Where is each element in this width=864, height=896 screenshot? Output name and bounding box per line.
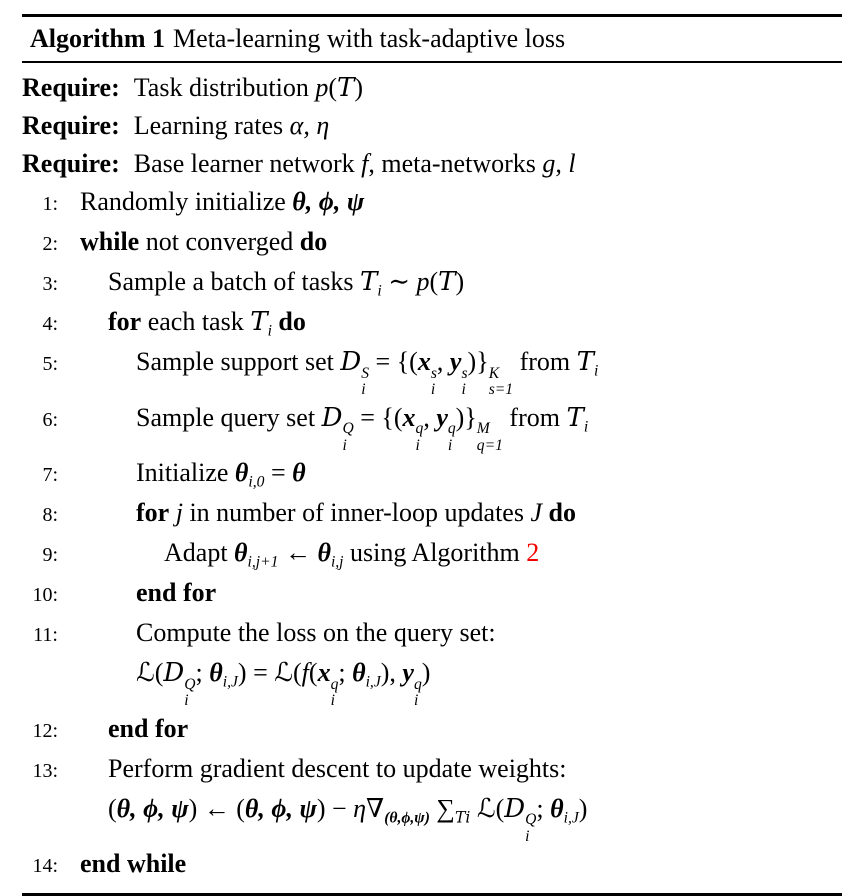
text-segment: = {( bbox=[353, 402, 403, 432]
text-segment: Sample query set bbox=[136, 402, 322, 432]
line-number: 10: bbox=[32, 584, 58, 607]
text-segment: θ bbox=[317, 538, 331, 568]
text-segment: θ, ϕ, ψ bbox=[244, 793, 317, 823]
algorithm-line bbox=[22, 710, 842, 750]
text-segment: θ bbox=[234, 458, 249, 488]
text-segment: Initialize bbox=[136, 458, 235, 488]
algorithm-line bbox=[22, 614, 842, 654]
text-segment: f bbox=[301, 658, 309, 688]
text-segment: J bbox=[530, 498, 542, 528]
line-number: 3: bbox=[42, 273, 58, 295]
text-segment: ; bbox=[338, 658, 353, 688]
text-segment: , meta-networks bbox=[368, 149, 543, 178]
require-line bbox=[22, 145, 842, 183]
text-segment: q i bbox=[447, 420, 456, 454]
text-segment: Require: bbox=[22, 73, 120, 102]
line-content bbox=[80, 845, 186, 883]
line-content bbox=[80, 614, 496, 652]
algorithm-caption bbox=[22, 17, 842, 61]
text-segment: from bbox=[513, 347, 577, 376]
text-segment: ( bbox=[328, 73, 338, 102]
text-segment: ( bbox=[495, 793, 505, 823]
text-segment: ∇ bbox=[366, 793, 385, 823]
text-segment: θ, ϕ, ψ bbox=[116, 793, 189, 823]
text-segment: i,J bbox=[365, 673, 381, 691]
text-segment: f bbox=[361, 149, 369, 178]
text-segment: ) bbox=[421, 658, 431, 688]
text-segment: Q i bbox=[525, 811, 537, 845]
text-segment: ) ← ( bbox=[188, 793, 245, 823]
text-segment: i,j+1 bbox=[247, 553, 279, 571]
text-segment: from bbox=[502, 402, 567, 432]
text-segment: y bbox=[402, 658, 414, 688]
line-content bbox=[80, 494, 576, 532]
algorithm-line bbox=[22, 303, 842, 343]
text-segment: Compute the loss on the query set: bbox=[136, 618, 496, 648]
line-number: 1: bbox=[42, 193, 58, 215]
text-segment: in number of inner-loop updates bbox=[182, 498, 531, 528]
line-content bbox=[22, 107, 329, 145]
line-content bbox=[80, 303, 306, 341]
text-segment: Require: bbox=[22, 111, 120, 140]
line-content bbox=[80, 263, 464, 301]
text-segment: ), bbox=[380, 658, 403, 688]
text-segment: = bbox=[264, 458, 293, 488]
text-segment: Q i bbox=[342, 420, 354, 454]
text-segment: x bbox=[417, 347, 431, 376]
text-segment: ) − bbox=[316, 793, 354, 823]
text-segment: do bbox=[548, 498, 576, 528]
algorithm-line bbox=[22, 534, 842, 574]
line-content bbox=[80, 454, 306, 492]
algorithm-caption-title: Meta-learning with task-adaptive loss bbox=[173, 24, 566, 53]
text-segment: T bbox=[337, 73, 355, 103]
text-segment: ; bbox=[195, 658, 210, 688]
text-segment: ( bbox=[429, 267, 439, 296]
text-segment: K s=1 bbox=[488, 364, 514, 399]
text-segment: for bbox=[108, 307, 142, 336]
text-segment: D bbox=[163, 658, 185, 689]
text-segment: y bbox=[436, 402, 448, 432]
text-segment: ℒ bbox=[274, 658, 293, 688]
line-number: 14: bbox=[32, 855, 58, 878]
line-content bbox=[80, 223, 327, 261]
text-segment: Adapt bbox=[164, 538, 235, 568]
text-segment: for bbox=[136, 498, 170, 528]
text-segment: M q=1 bbox=[476, 420, 503, 454]
text-segment: D bbox=[340, 347, 362, 377]
text-segment: s i bbox=[461, 364, 468, 399]
line-content bbox=[80, 710, 188, 748]
text-segment: g, l bbox=[542, 149, 576, 178]
line-number: 4: bbox=[42, 313, 58, 335]
text-segment: x bbox=[402, 402, 416, 432]
text-segment: ; bbox=[536, 793, 551, 823]
text-segment: θ bbox=[292, 458, 306, 488]
text-segment: θ bbox=[234, 538, 248, 568]
algorithm-line bbox=[22, 183, 842, 223]
text-segment: end for bbox=[136, 578, 217, 608]
text-segment: x bbox=[317, 658, 331, 688]
line-number: 7: bbox=[42, 464, 58, 487]
line-number: 11: bbox=[33, 624, 58, 647]
text-segment: Base learner network bbox=[133, 149, 362, 178]
text-segment: , bbox=[436, 347, 450, 376]
text-segment: ) = bbox=[237, 658, 275, 688]
text-segment: Task distribution bbox=[133, 73, 316, 102]
require-line bbox=[22, 69, 842, 107]
text-segment: ← bbox=[278, 538, 318, 568]
text-segment: while bbox=[80, 227, 140, 256]
line-content bbox=[80, 750, 566, 788]
text-segment: T bbox=[566, 402, 584, 433]
text-segment: end for bbox=[108, 713, 189, 743]
text-segment: i bbox=[583, 417, 589, 435]
text-segment: )} bbox=[467, 347, 489, 376]
algorithm-line bbox=[22, 790, 842, 846]
text-segment: q i bbox=[330, 675, 339, 710]
algorithm-line bbox=[22, 750, 842, 790]
line-content bbox=[80, 343, 598, 399]
line-number: 2: bbox=[42, 233, 58, 255]
text-segment: each task bbox=[141, 307, 251, 336]
algorithm-line bbox=[22, 654, 842, 710]
text-segment: ( bbox=[292, 658, 302, 688]
text-segment: using Algorithm bbox=[343, 538, 527, 568]
line-content bbox=[80, 790, 587, 846]
text-segment: ( bbox=[108, 793, 117, 823]
text-segment: , bbox=[423, 402, 437, 432]
text-segment: j bbox=[175, 498, 183, 528]
text-segment: T bbox=[438, 267, 456, 297]
line-content bbox=[22, 69, 363, 107]
text-segment: i,j bbox=[330, 553, 344, 571]
line-content bbox=[80, 534, 539, 572]
text-segment: i bbox=[267, 322, 272, 340]
line-number: 13: bbox=[32, 759, 58, 782]
text-segment: ( bbox=[154, 658, 164, 688]
line-content bbox=[80, 654, 430, 710]
algorithm-2-link[interactable]: 2 bbox=[526, 538, 540, 568]
text-segment: not converged bbox=[139, 227, 300, 256]
text-segment: T bbox=[360, 267, 378, 297]
text-segment: θ, ϕ, ψ bbox=[292, 187, 365, 216]
text-segment: y bbox=[449, 347, 462, 376]
text-segment: = {( bbox=[369, 347, 418, 376]
text-segment: D bbox=[504, 793, 526, 824]
text-segment: T bbox=[576, 347, 594, 377]
line-number: 5: bbox=[42, 353, 58, 375]
text-segment: i,J bbox=[563, 809, 579, 826]
text-segment: i bbox=[377, 282, 382, 300]
text-segment: Require: bbox=[22, 149, 120, 178]
algorithm-line bbox=[22, 454, 842, 494]
algorithm-line bbox=[22, 845, 842, 885]
text-segment: i,J bbox=[222, 673, 238, 691]
text-segment: θ bbox=[550, 793, 564, 823]
text-segment: α, η bbox=[289, 111, 330, 140]
require-line bbox=[22, 107, 842, 145]
text-segment: )} bbox=[455, 402, 477, 432]
line-number: 8: bbox=[42, 504, 58, 527]
text-segment: θ bbox=[352, 658, 366, 688]
text-segment: s i bbox=[430, 364, 437, 399]
line-number: 12: bbox=[32, 719, 58, 742]
text-segment: Q i bbox=[184, 675, 196, 710]
line-number: 9: bbox=[42, 544, 58, 567]
text-segment: S i bbox=[361, 364, 370, 399]
text-segment: p bbox=[315, 73, 329, 102]
text-segment: ) bbox=[578, 793, 588, 823]
text-segment: θ bbox=[209, 658, 223, 688]
text-segment: ℒ bbox=[136, 658, 155, 688]
algorithm-body bbox=[22, 63, 842, 893]
line-content bbox=[22, 145, 576, 183]
text-segment: ( bbox=[308, 658, 318, 688]
text-segment: D bbox=[321, 402, 343, 433]
text-segment: i,0 bbox=[248, 473, 265, 491]
text-segment: end while bbox=[80, 849, 187, 879]
algorithm-line bbox=[22, 223, 842, 263]
algorithm-caption-label: Algorithm 1 bbox=[30, 24, 166, 53]
text-segment: T bbox=[250, 307, 268, 337]
text-segment: q i bbox=[413, 675, 422, 710]
text-segment: Ti bbox=[454, 808, 471, 826]
algorithm-line bbox=[22, 494, 842, 534]
text-segment: do bbox=[278, 307, 306, 336]
algorithm-line bbox=[22, 343, 842, 399]
text-segment: q i bbox=[415, 420, 424, 454]
algorithm-line bbox=[22, 574, 842, 614]
text-segment: ∑ bbox=[436, 793, 455, 823]
algorithm-line bbox=[22, 263, 842, 303]
line-content bbox=[80, 574, 216, 612]
text-segment: ∼ bbox=[381, 267, 417, 296]
text-segment: ) bbox=[354, 73, 364, 102]
line-content bbox=[80, 399, 588, 455]
line-content bbox=[80, 183, 364, 221]
text-segment: ) bbox=[455, 267, 465, 296]
text-segment: Learning rates bbox=[133, 111, 290, 140]
text-segment: i bbox=[593, 362, 599, 380]
text-segment: η bbox=[353, 793, 367, 823]
text-segment: p bbox=[416, 267, 430, 296]
text-segment: Perform gradient descent to update weights: bbox=[108, 753, 567, 783]
text-segment: ℒ bbox=[476, 793, 496, 823]
text-segment: (θ,ϕ,ψ) bbox=[384, 809, 430, 826]
line-number: 6: bbox=[42, 408, 58, 431]
text-segment: Sample support set bbox=[136, 347, 341, 376]
text-segment: Randomly initialize bbox=[80, 187, 293, 216]
text-segment: Sample a batch of tasks bbox=[108, 267, 360, 296]
text-segment: do bbox=[299, 227, 328, 256]
algorithm-line bbox=[22, 399, 842, 455]
